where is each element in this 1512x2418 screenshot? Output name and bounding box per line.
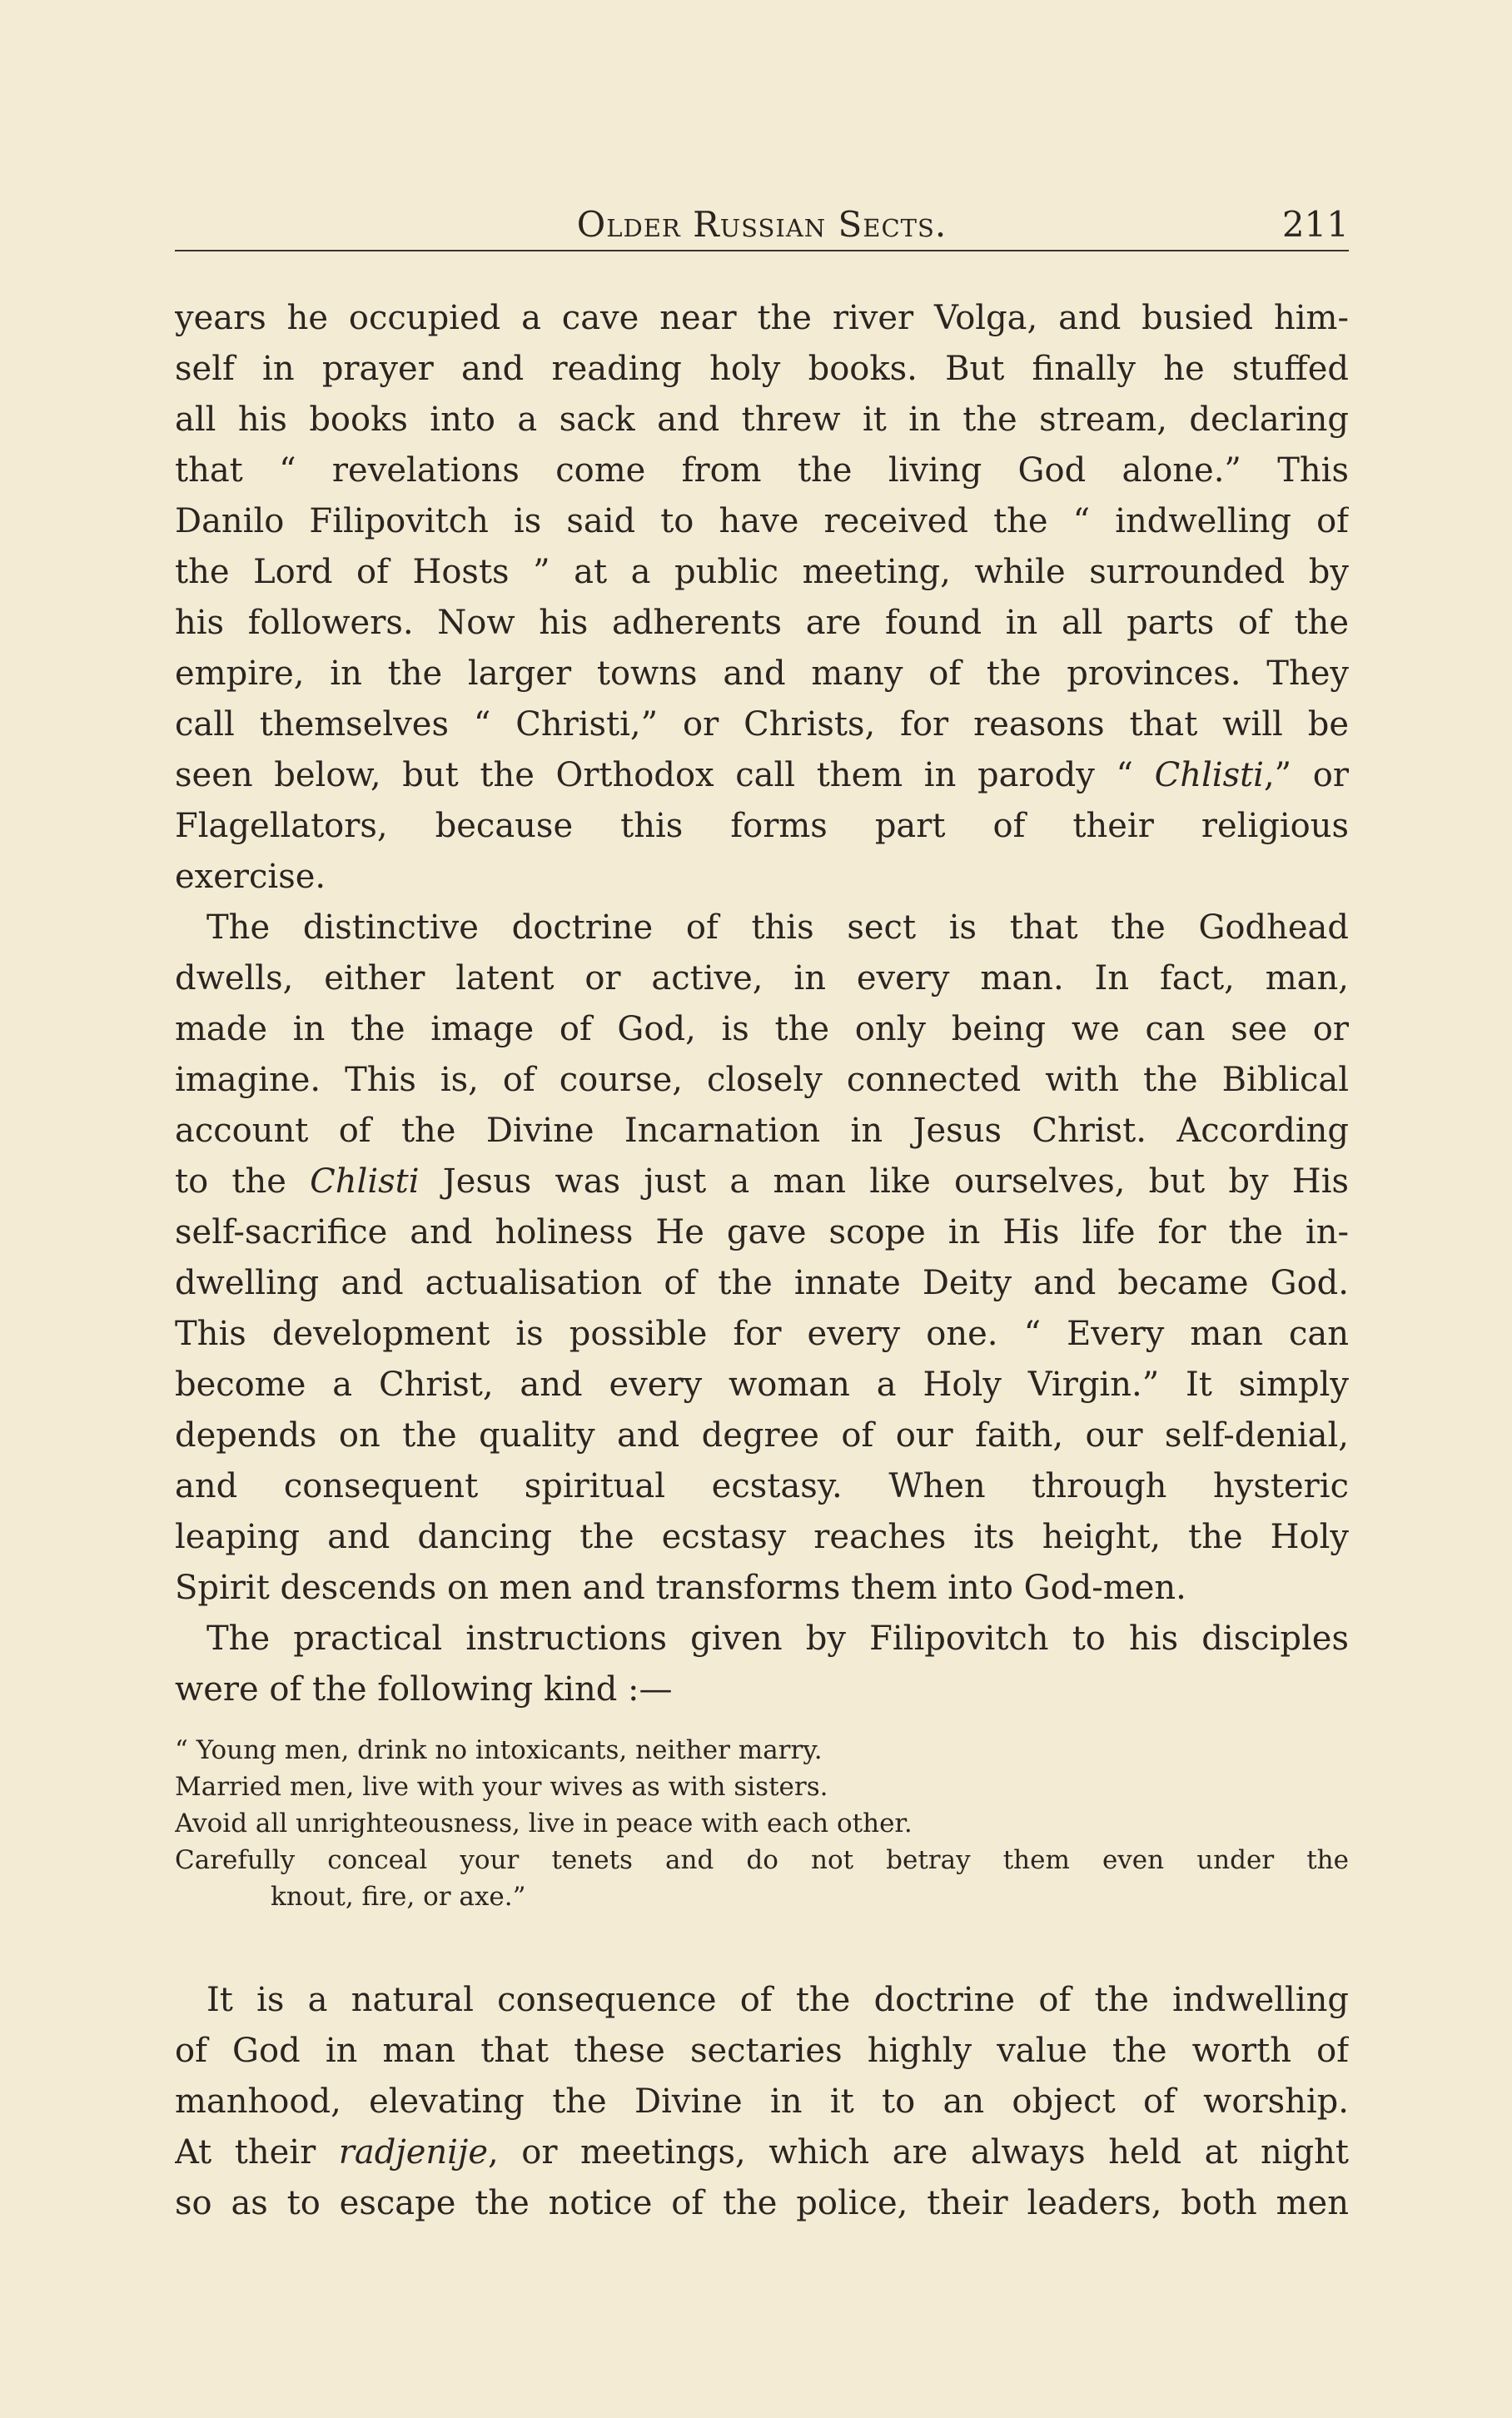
text-line: of God in man that these sectaries highly value the worth of (175, 2032, 1349, 2070)
quote-line: “ Young men, drink no intoxicants, neither marry. (175, 1735, 823, 1765)
text-line: and consequent spiritual ecstasy. When through hysteric (175, 1467, 1349, 1505)
text-line: Danilo Filipovitch is said to have received the “ indwelling of (175, 502, 1349, 540)
text-line: made in the image of God, is the only being we can see or (175, 1010, 1349, 1048)
text-line: depends on the quality and degree of our faith, our self-denial, (175, 1416, 1349, 1455)
text-line: At their radjenije, or meetings, which are always held at night (175, 2133, 1349, 2172)
quote-line: Married men, live with your wives as with sisters. (175, 1772, 828, 1802)
main-text-continued (175, 1975, 1349, 2229)
text-line: self in prayer and reading holy books. But finally he stuffed (175, 350, 1349, 388)
quote-line: knout, fire, or axe.” (271, 1882, 526, 1912)
block-quote (175, 1732, 1349, 1915)
main-text (175, 293, 1349, 1715)
page-number: 211 (1281, 204, 1349, 245)
text-line: all his books into a sack and threw it in the stream, declaring (175, 401, 1349, 439)
text-line: to the Chlisti Jesus was just a man like ourselves, but by His (175, 1162, 1349, 1201)
text-line: so as to escape the notice of the police, their leaders, both men (175, 2184, 1349, 2222)
text-line: The practical instructions given by Filipovitch to his disciples (206, 1619, 1349, 1658)
text-line: manhood, elevating the Divine in it to an object of worship. (175, 2082, 1349, 2121)
text-line: exercise. (175, 858, 326, 896)
text-line: were of the following kind :— (175, 1670, 673, 1709)
text-line: account of the Divine Incarnation in Jesus Christ. According (175, 1112, 1349, 1150)
text-line: that “ revelations come from the living God alone.” This (175, 451, 1349, 490)
text-line: self-sacrifice and holiness He gave scope in His life for the in- (175, 1213, 1349, 1251)
text-line: call themselves “ Christi,” or Christs, for reasons that will be (175, 705, 1349, 744)
text-line: become a Christ, and every woman a Holy Virgin.” It simply (175, 1366, 1349, 1404)
page-header (175, 200, 1349, 251)
quote-line: Avoid all unrighteousness, live in peace with each other. (175, 1809, 913, 1838)
text-line: the Lord of Hosts ” at a public meeting, while surrounded by (175, 553, 1349, 591)
text-line: Flagellators, because this forms part of their religious (175, 807, 1349, 845)
text-line: imagine. This is, of course, closely connected with the Biblical (175, 1061, 1349, 1099)
text-line: years he occupied a cave near the river Volga, and busied him- (175, 299, 1349, 337)
text-line: The distinctive doctrine of this sect is that the Godhead (206, 908, 1349, 947)
running-title: Older Russian Sects. (576, 204, 947, 245)
text-line: leaping and dancing the ecstasy reaches its height, the Holy (175, 1518, 1349, 1556)
text-line: This development is possible for every one. “ Every man can (175, 1315, 1349, 1353)
text-line: Spirit descends on men and transforms them into God-men. (175, 1569, 1186, 1607)
text-line: empire, in the larger towns and many of the provinces. They (175, 654, 1349, 693)
text-line: his followers. Now his adherents are found in all parts of the (175, 604, 1349, 642)
text-line: dwelling and actualisation of the innate Deity and became God. (175, 1264, 1349, 1302)
text-line: It is a natural consequence of the doctrine of the indwelling (206, 1981, 1349, 2019)
text-line: dwells, either latent or active, in every man. In fact, man, (175, 959, 1349, 998)
text-line: seen below, but the Orthodox call them in parody “ Chlisti,” or (175, 756, 1349, 794)
quote-line: Carefully conceal your tenets and do not betray them even under the (175, 1845, 1349, 1875)
